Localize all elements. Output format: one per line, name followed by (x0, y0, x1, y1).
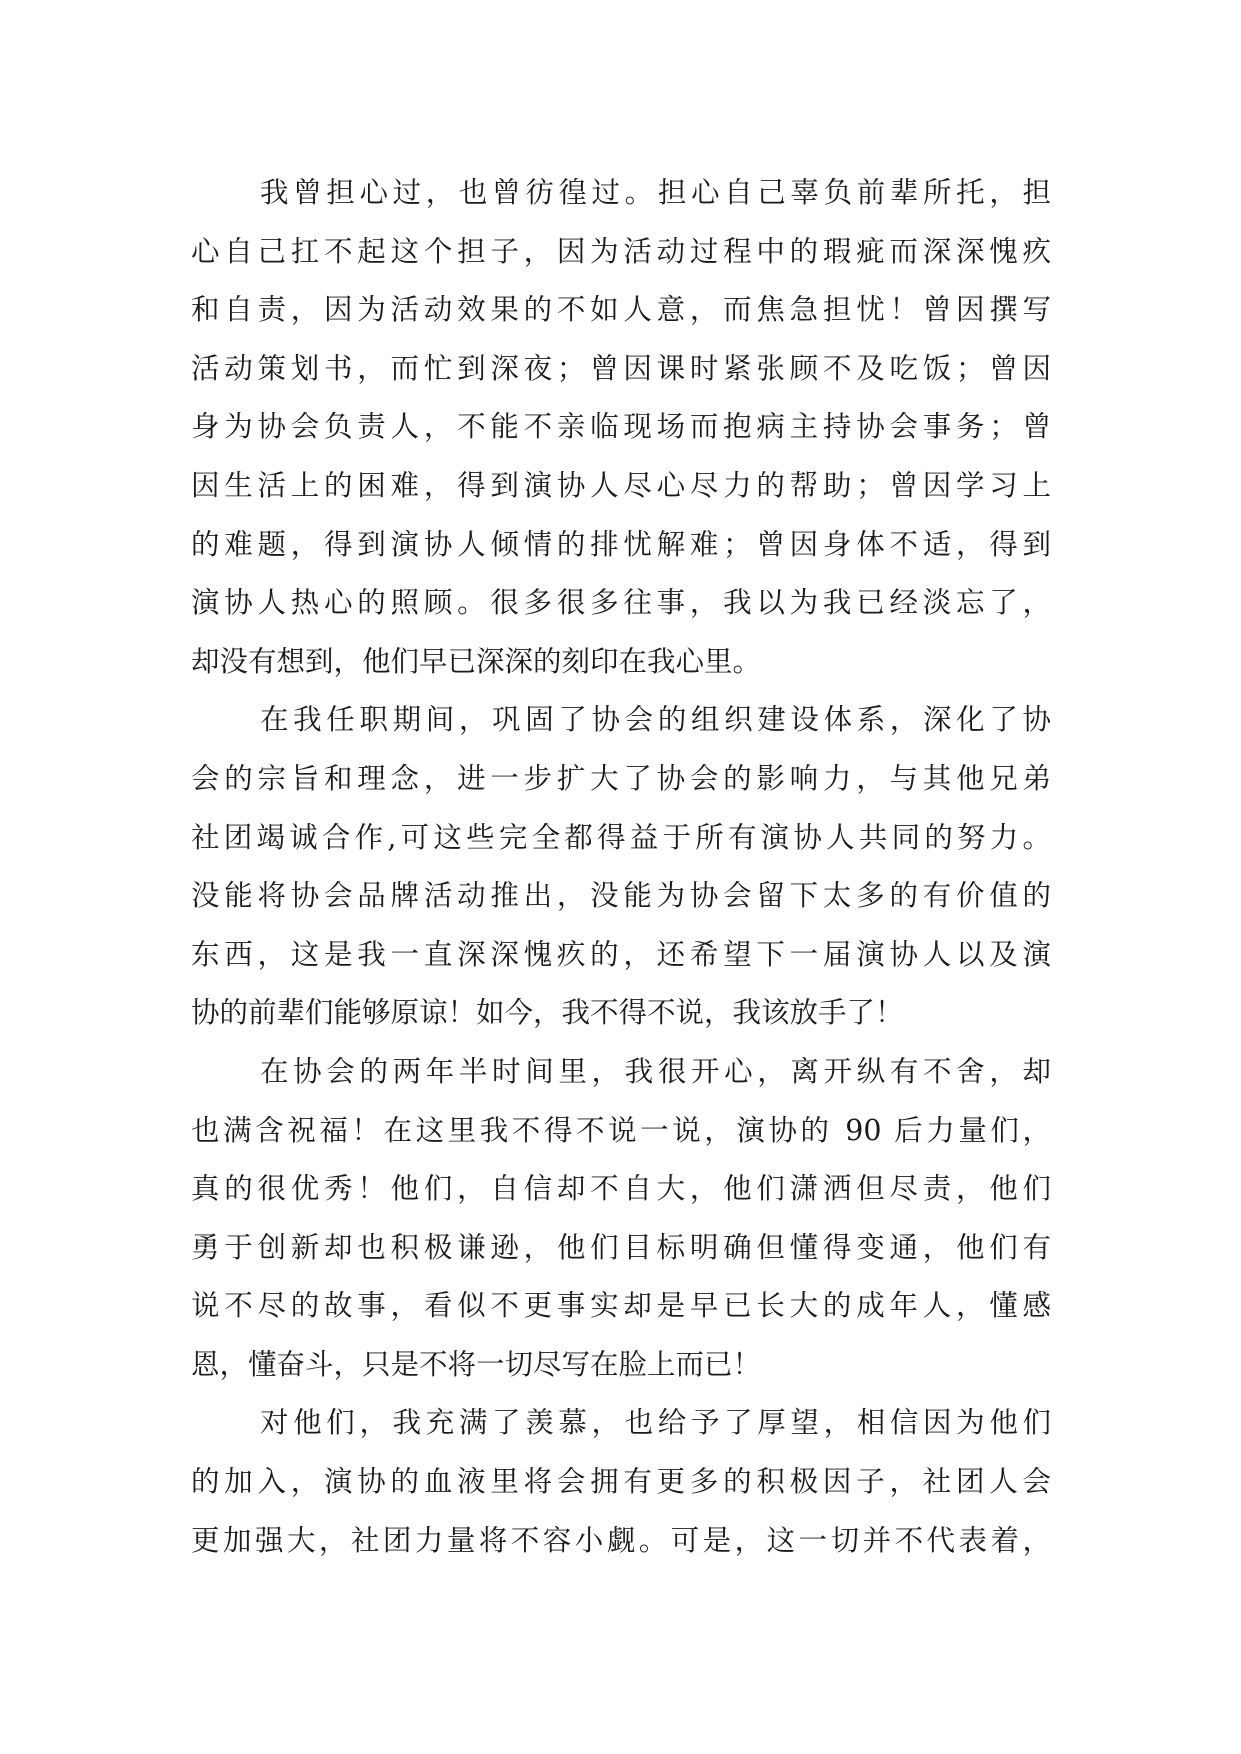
paragraph-1-line-7: 的难题，得到演协人倾情的排忧解难；曾因身体不适，得到 (191, 527, 1051, 561)
paragraph-2-line-5: 东西，这是我一直深深愧疚的，还希望下一届演协人以及演 (191, 937, 1051, 971)
paragraph-3-line-5: 说不尽的故事，看似不更事实却是早已长大的成年人，懂感 (191, 1289, 1051, 1323)
paragraph-2-line-4: 没能将协会品牌活动推出，没能为协会留下太多的有价值的 (191, 879, 1051, 913)
paragraph-2-line-3: 社团竭诚合作,可这些完全都得益于所有演协人共同的努力。 (191, 820, 1051, 854)
paragraph-2-line-6: 协的前辈们能够原谅！如今，我不得不说，我该放手了！ (191, 996, 904, 1030)
paragraph-2-line-2: 会的宗旨和理念，进一步扩大了协会的影响力，与其他兄弟 (191, 761, 1051, 795)
paragraph-1-line-4: 活动策划书，而忙到深夜；曾因课时紧张顾不及吃饭；曾因 (191, 351, 1051, 385)
paragraph-3-line-4: 勇于创新却也积极谦逊，他们目标明确但懂得变通，他们有 (191, 1230, 1051, 1264)
paragraph-1-line-1: 我曾担心过，也曾彷徨过。担心自己辜负前辈所托，担 (260, 176, 1051, 209)
paragraph-3-line-3: 真的很优秀！他们，自信却不自大，他们潇洒但尽责，他们 (191, 1172, 1051, 1206)
paragraph-1-line-9: 却没有想到，他们早已深深的刻印在我心里。 (191, 644, 762, 678)
paragraph-1-line-5: 身为协会负责人，不能不亲临现场而抱病主持协会事务；曾 (191, 410, 1051, 444)
paragraph-3-line-6: 恩，懂奋斗，只是不将一切尽写在脸上而已！ (191, 1347, 762, 1381)
paragraph-1-line-6: 因生活上的困难，得到演协人尽心尽力的帮助；曾因学习上 (191, 468, 1051, 502)
paragraph-1-line-3: 和自责，因为活动效果的不如人意，而焦急担忧！曾因撰写 (191, 293, 1051, 327)
paragraph-1-line-2: 心自己扛不起这个担子，因为活动过程中的瑕疵而深深愧疚 (191, 234, 1051, 268)
document-body (191, 164, 1051, 1570)
paragraph-3-line-1: 在协会的两年半时间里，我很开心，离开纵有不舍，却 (260, 1054, 1051, 1088)
paragraph-3-line-2: 也满含祝福！在这里我不得不说一说，演协的 90 后力量们， (191, 1113, 1051, 1147)
paragraph-4-line-3: 更加强大，社团力量将不容小觑。可是，这一切并不代表着， (191, 1523, 1051, 1557)
paragraph-2-line-1: 在我任职期间，巩固了协会的组织建设体系，深化了协 (260, 703, 1051, 737)
paragraph-4-line-1: 对他们，我充满了羡慕，也给予了厚望，相信因为他们 (260, 1406, 1051, 1440)
paragraph-1-line-8: 演协人热心的照顾。很多很多往事，我以为我已经淡忘了， (191, 586, 1051, 620)
paragraph-4-line-2: 的加入，演协的血液里将会拥有更多的积极因子，社团人会 (191, 1465, 1051, 1499)
